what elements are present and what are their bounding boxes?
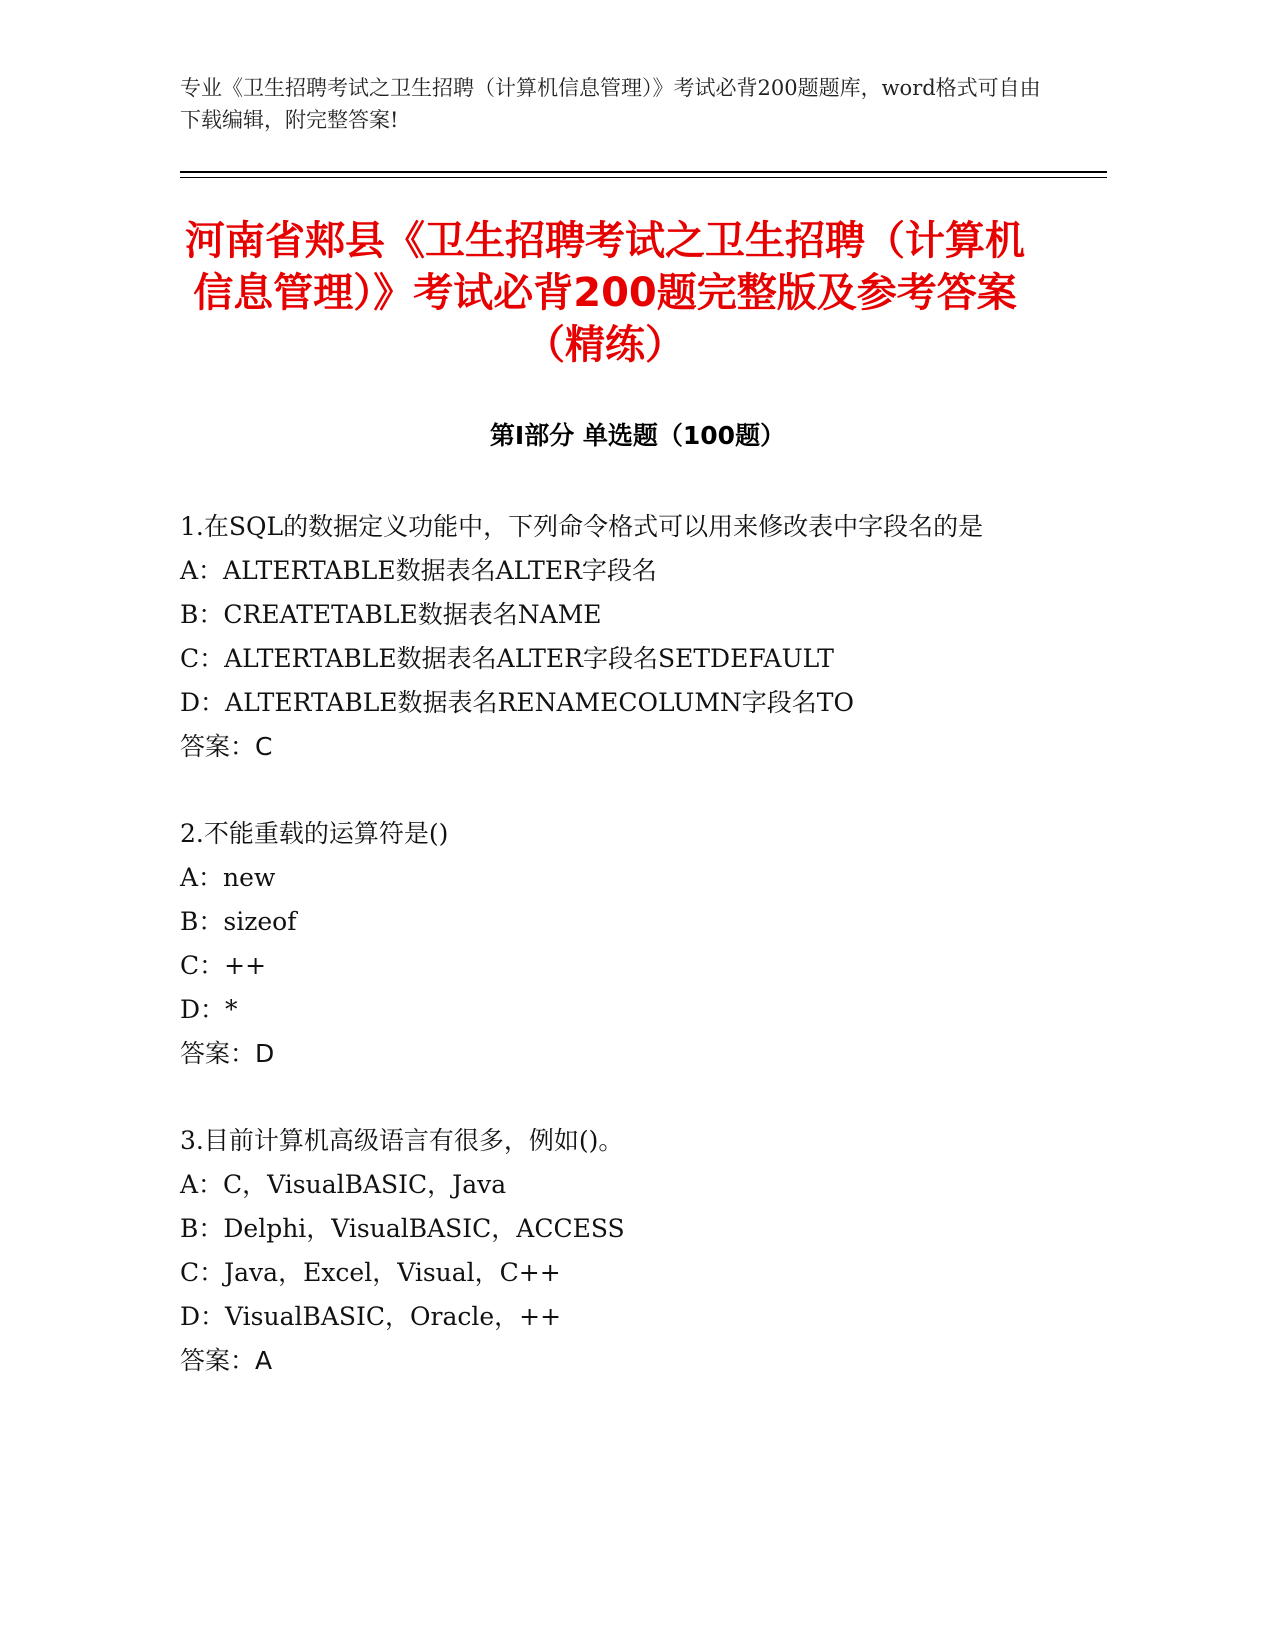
option-a: A：new <box>180 863 276 892</box>
option-b: B：CREATETABLE数据表名NAME <box>180 600 602 629</box>
question-text: 3.目前计算机高级语言有很多，例如()。 <box>180 1126 624 1155</box>
header-divider-thick <box>180 171 1107 173</box>
answer: 答案：D <box>180 1039 275 1068</box>
section-heading: 第Ⅰ部分 单选题（100题） <box>489 421 786 450</box>
answer: 答案：C <box>180 732 273 761</box>
question-3 <box>180 1119 1040 1383</box>
option-d: D：ALTERTABLE数据表名RENAMECOLUMN字段名TO <box>180 688 854 717</box>
question-1 <box>180 505 1040 769</box>
header-note: 专业《卫生招聘考试之卫生招聘（计算机信息管理）》考试必背200题题库，word格式可自由下载编辑，附完整答案! <box>180 76 1041 132</box>
option-c: C：++ <box>180 951 267 980</box>
option-c: C：ALTERTABLE数据表名ALTER字段名SETDEFAULT <box>180 644 834 673</box>
option-d: D：VisualBASIC，Oracle，++ <box>180 1302 562 1331</box>
header-divider-thin <box>180 177 1107 178</box>
answer: 答案：A <box>180 1346 273 1375</box>
question-text: 1.在SQL的数据定义功能中，下列命令格式可以用来修改表中字段名的是 <box>180 512 984 541</box>
question-2 <box>180 812 1040 1076</box>
option-b: B：Delphi，VisualBASIC，ACCESS <box>180 1214 625 1243</box>
document-title: 河南省郏县《卫生招聘考试之卫生招聘（计算机信息管理）》考试必背200题完整版及参考答案（精练） <box>185 218 1025 368</box>
option-a: A：ALTERTABLE数据表名ALTER字段名 <box>180 556 657 585</box>
option-a: A：C，VisualBASIC，Java <box>180 1170 507 1199</box>
option-d: D：* <box>180 995 238 1024</box>
option-b: B：sizeof <box>180 907 297 936</box>
question-text: 2.不能重载的运算符是() <box>180 819 449 848</box>
question-list <box>180 505 1040 1426</box>
option-c: C：Java，Excel，Visual，C++ <box>180 1258 561 1287</box>
